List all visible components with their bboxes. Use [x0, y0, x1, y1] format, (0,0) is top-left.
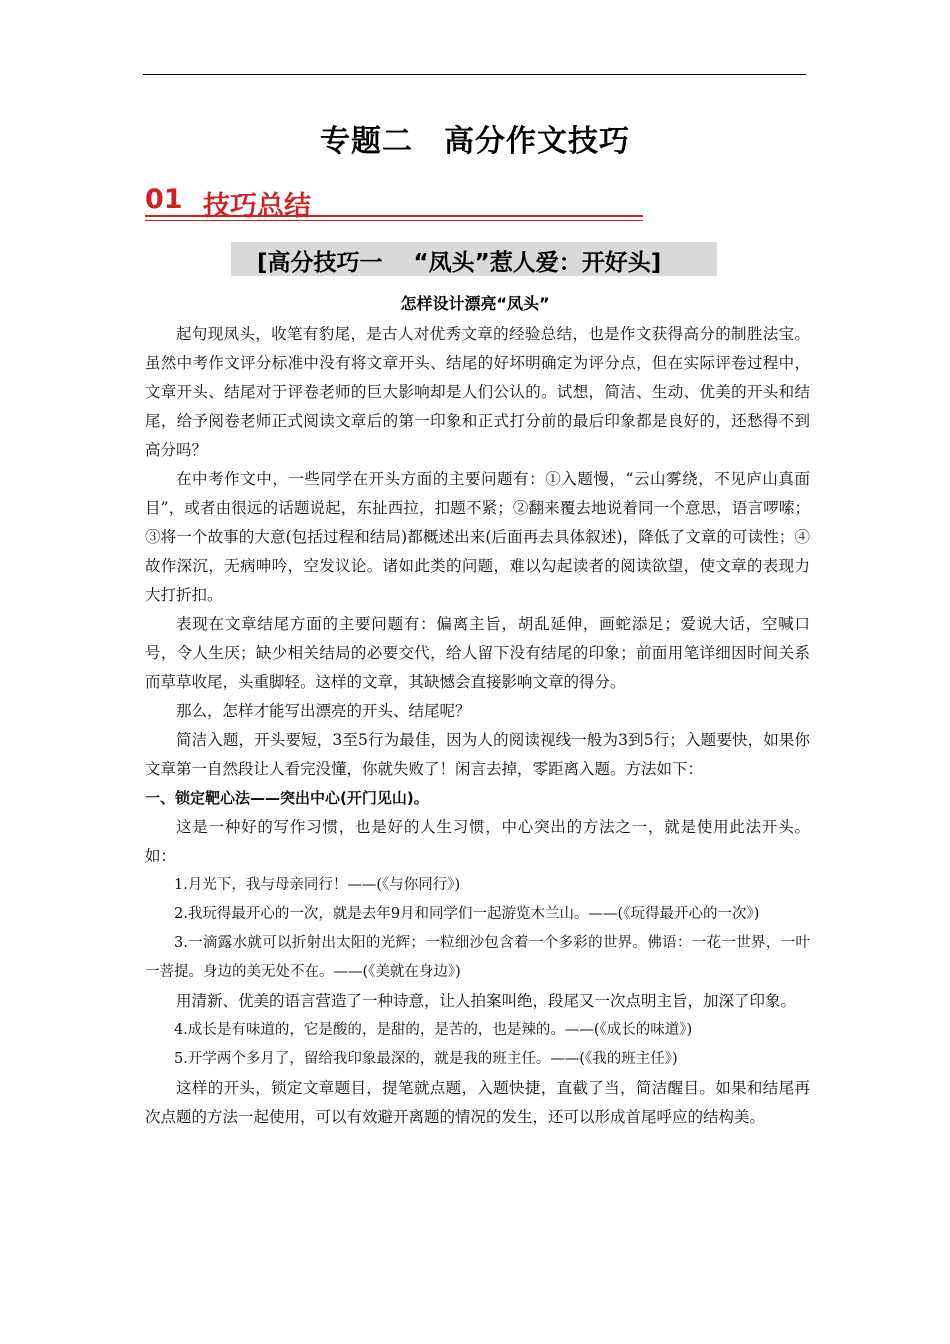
- tip-banner-text: [高分技巧一 “凤头”惹人爱：开好头]: [257, 250, 662, 276]
- example-item: 1.月光下，我与母亲同行！——(《与你同行》): [174, 877, 461, 893]
- paragraph: 简洁入题，开头要短，3至5行为最佳，因为人的阅读视线一般为3到5行；入题要快，如果你文章第一自然段让人看完没懂，你就失败了！闲言去掉，零距离入题。方法如下：: [145, 731, 810, 778]
- document-body: [145, 320, 810, 1132]
- paragraph: 那么，怎样才能写出漂亮的开头、结尾呢？: [176, 702, 471, 720]
- method-intro: 这是一种好的写作习惯，也是好的人生习惯，中心突出的方法之一，就是使用此法开头。如：: [145, 818, 810, 865]
- example-item: 3.一滴露水就可以折射出太阳的光辉；一粒细沙包含着一个多彩的世界。佛语：一花一世界，一叶一菩提。身边的美无处不在。——(《美就在身边》): [145, 935, 810, 980]
- method-heading: 一、锁定靶心法——突出中心(开门见山)。: [145, 789, 429, 807]
- paragraph: 在中考作文中，一些同学在开头方面的主要问题有：①入题慢，“云山雾绕，不见庐山真面目”，或者由很远的话题说起，东扯西拉，扣题不紧；②翻来覆去地说着同一个意思，语言啰嗦；③将一个故事的大意(包括过程和结局)都概述出来(后面再去具体叙述)，降低了文章的可读性；④故作深沉，无病呻吟，空发议论。诸如此类的问题，难以勾起读者的阅读欲望，使文章的表现力大打折扣。: [145, 470, 810, 604]
- subtitle: 怎样设计漂亮“凤头”: [400, 294, 550, 313]
- section-underline: [145, 215, 643, 217]
- section-title: 技巧总结: [203, 191, 311, 222]
- example-item: 5.开学两个多月了，留给我印象最深的，就是我的班主任。——(《我的班主任》): [174, 1051, 678, 1067]
- paragraph: 起句现凤头，收笔有豹尾，是古人对优秀文章的经验总结，也是作文获得高分的制胜法宝。虽然中考作文评分标准中没有将文章开头、结尾的好坏明确定为评分点，但在实际评卷过程中，文章开头、结尾对于评卷老师的巨大影响却是人们公认的。试想，简洁、生动、优美的开头和结尾，给予阅卷老师正式阅读文章后的第一印象和正式打分前的最后印象都是良好的，还愁得不到高分吗？: [145, 325, 810, 459]
- header-rule: [143, 74, 806, 75]
- example-item: 2.我玩得最开心的一次，就是去年9月和同学们一起游览木兰山。——(《玩得最开心的一次》): [174, 906, 760, 922]
- paragraph: 表现在文章结尾方面的主要问题有：偏离主旨，胡乱延伸，画蛇添足；爱说大话，空喊口号，令人生厌；缺少相关结局的必要交代，给人留下没有结尾的印象；前面用笔详细因时间关系而草草收尾，头重脚轻。这样的文章，其缺憾会直接影响文章的得分。: [145, 615, 810, 691]
- section-underline-thin: [145, 220, 643, 221]
- section-heading: [145, 184, 645, 224]
- example-item: 4.成长是有味道的，它是酸的，是甜的，是苦的，也是辣的。——(《成长的味道》): [174, 1022, 693, 1038]
- tip-banner: [231, 242, 717, 276]
- document-title: 专题二 高分作文技巧: [320, 124, 630, 159]
- section-number: 01: [145, 184, 183, 215]
- conclusion-paragraph: 这样的开头，锁定文章题目，提笔就点题，入题快捷，直截了当，简洁醒目。如果和结尾再次点题的方法一起使用，可以有效避开离题的情况的发生，还可以形成首尾呼应的结构美。: [145, 1079, 810, 1126]
- example-comment: 用清新、优美的语言营造了一种诗意，让人拍案叫绝，段尾又一次点明主旨，加深了印象。: [176, 992, 797, 1010]
